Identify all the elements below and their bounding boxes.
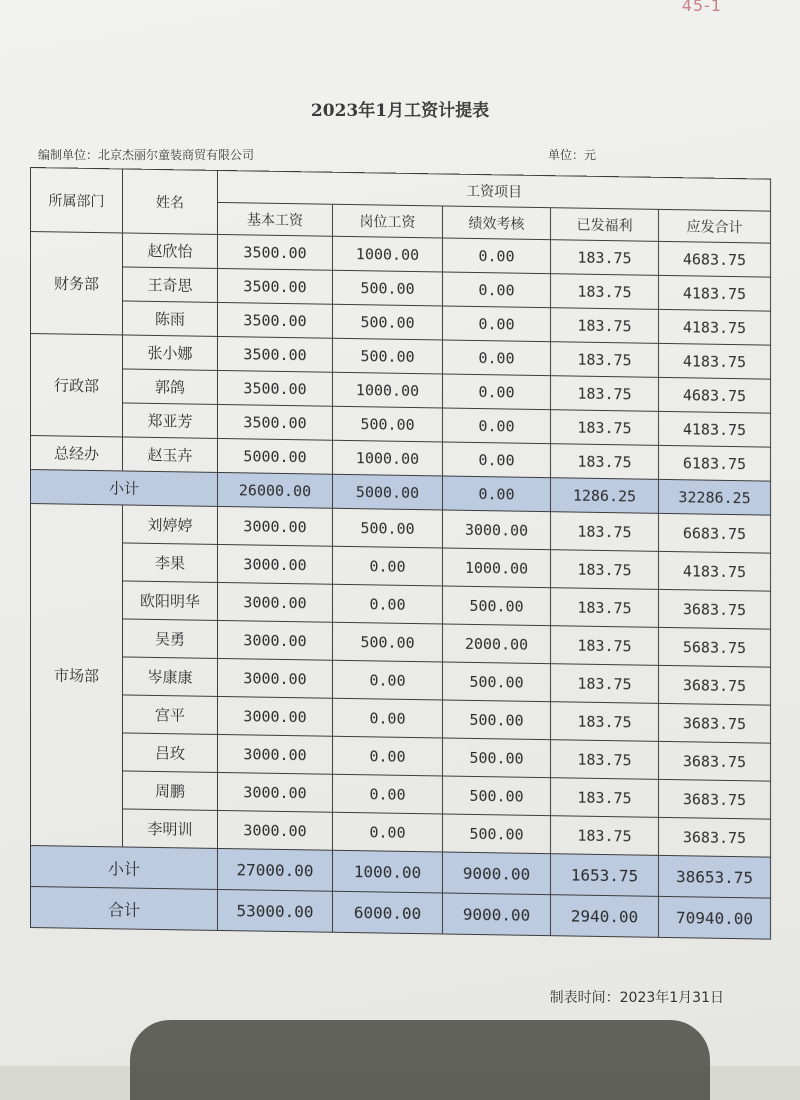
department-cell: 市场部 <box>31 504 123 847</box>
amount-cell: 3000.00 <box>218 544 333 584</box>
amount-cell: 183.75 <box>551 740 659 780</box>
department-cell: 总经办 <box>31 436 123 471</box>
header-welfare: 已发福利 <box>551 208 659 242</box>
subtotal-amount-cell: 1000.00 <box>333 850 443 893</box>
payroll-table-body <box>31 168 771 940</box>
amount-cell: 183.75 <box>551 664 659 704</box>
employee-name-cell: 郑亚芳 <box>123 403 218 438</box>
total-amount-cell: 6000.00 <box>333 891 443 934</box>
document-title: 2023年1月工资计提表 <box>310 101 490 121</box>
amount-cell: 183.75 <box>551 342 659 378</box>
amount-cell: 4183.75 <box>659 411 771 447</box>
subtotal-label: 小计 <box>31 846 218 890</box>
employee-name-cell: 王奇思 <box>123 267 218 302</box>
amount-cell: 500.00 <box>333 622 443 662</box>
total-amount-cell: 2940.00 <box>551 895 659 938</box>
amount-cell: 3683.75 <box>659 779 771 819</box>
amount-cell: 183.75 <box>551 626 659 666</box>
header-basic-salary: 基本工资 <box>218 202 333 236</box>
amount-cell: 0.00 <box>443 306 551 342</box>
employee-name-cell: 陈雨 <box>123 301 218 336</box>
amount-cell: 3683.75 <box>659 589 771 629</box>
unit-label: 单位：元 <box>548 148 597 162</box>
amount-cell: 500.00 <box>443 662 551 702</box>
amount-cell: 0.00 <box>333 698 443 738</box>
header-department: 所属部门 <box>31 168 123 233</box>
amount-cell: 3000.00 <box>218 734 333 774</box>
total-label: 合计 <box>31 887 218 931</box>
amount-cell: 500.00 <box>443 700 551 740</box>
header-total-payable: 应发合计 <box>659 209 771 243</box>
amount-cell: 0.00 <box>333 774 443 814</box>
amount-cell: 0.00 <box>443 374 551 410</box>
subtotal-amount-cell: 38653.75 <box>659 855 771 898</box>
amount-cell: 6683.75 <box>659 513 771 553</box>
employee-name-cell: 吴勇 <box>123 619 218 658</box>
amount-cell: 4683.75 <box>659 241 771 277</box>
subtotal-amount-cell: 1286.25 <box>551 478 659 514</box>
amount-cell: 1000.00 <box>333 236 443 272</box>
employee-name-cell: 吕玫 <box>123 733 218 772</box>
department-cell: 财务部 <box>31 232 123 335</box>
employee-name-cell: 刘婷婷 <box>123 505 218 544</box>
amount-cell: 3683.75 <box>659 817 771 857</box>
subtotal-amount-cell: 1653.75 <box>551 854 659 897</box>
amount-cell: 0.00 <box>333 546 443 586</box>
amount-cell: 3000.00 <box>218 810 333 850</box>
employee-name-cell: 宫平 <box>123 695 218 734</box>
subtotal-amount-cell: 5000.00 <box>333 474 443 510</box>
amount-cell: 3683.75 <box>659 665 771 705</box>
amount-cell: 3683.75 <box>659 741 771 781</box>
subtotal-amount-cell: 26000.00 <box>218 472 333 508</box>
subtotal-label: 小计 <box>31 470 218 507</box>
amount-cell: 5000.00 <box>218 438 333 474</box>
amount-cell: 183.75 <box>551 550 659 590</box>
amount-cell: 6183.75 <box>659 445 771 481</box>
amount-cell: 3500.00 <box>218 302 333 338</box>
payroll-table <box>30 167 771 940</box>
amount-cell: 183.75 <box>551 444 659 480</box>
amount-cell: 183.75 <box>551 376 659 412</box>
amount-cell: 0.00 <box>333 812 443 852</box>
amount-cell: 183.75 <box>551 588 659 628</box>
employee-name-cell: 李明训 <box>123 809 218 848</box>
amount-cell: 0.00 <box>333 736 443 776</box>
amount-cell: 3000.00 <box>218 658 333 698</box>
amount-cell: 183.75 <box>551 702 659 742</box>
amount-cell: 4683.75 <box>659 377 771 413</box>
amount-cell: 183.75 <box>551 240 659 276</box>
amount-cell: 4183.75 <box>659 551 771 591</box>
page-number-mark: 45-1 <box>681 0 722 15</box>
amount-cell: 500.00 <box>443 776 551 816</box>
amount-cell: 0.00 <box>443 272 551 308</box>
amount-cell: 5683.75 <box>659 627 771 667</box>
employee-name-cell: 周鹏 <box>123 771 218 810</box>
header-group: 工资项目 <box>218 170 771 211</box>
amount-cell: 3500.00 <box>218 234 333 270</box>
amount-cell: 183.75 <box>551 512 659 552</box>
amount-cell: 183.75 <box>551 410 659 446</box>
amount-cell: 3500.00 <box>218 404 333 440</box>
amount-cell: 183.75 <box>551 308 659 344</box>
amount-cell: 4183.75 <box>659 309 771 345</box>
subtotal-amount-cell: 9000.00 <box>443 852 551 895</box>
company-label: 编制单位：北京杰丽尔童装商贸有限公司 <box>38 148 255 162</box>
amount-cell: 500.00 <box>333 508 443 548</box>
amount-cell: 0.00 <box>443 408 551 444</box>
employee-name-cell: 张小娜 <box>123 335 218 370</box>
amount-cell: 0.00 <box>333 584 443 624</box>
amount-cell: 500.00 <box>443 738 551 778</box>
amount-cell: 2000.00 <box>443 624 551 664</box>
amount-cell: 183.75 <box>551 816 659 856</box>
subtotal-amount-cell: 27000.00 <box>218 848 333 891</box>
total-amount-cell: 9000.00 <box>443 893 551 936</box>
amount-cell: 500.00 <box>333 270 443 306</box>
department-cell: 行政部 <box>31 334 123 437</box>
amount-cell: 3683.75 <box>659 703 771 743</box>
amount-cell: 3000.00 <box>218 506 333 546</box>
header-performance: 绩效考核 <box>443 206 551 240</box>
amount-cell: 1000.00 <box>333 440 443 476</box>
employee-name-cell: 郭鸽 <box>123 369 218 404</box>
amount-cell: 3500.00 <box>218 370 333 406</box>
amount-cell: 500.00 <box>333 304 443 340</box>
amount-cell: 3000.00 <box>218 772 333 812</box>
amount-cell: 3000.00 <box>218 582 333 622</box>
amount-cell: 4183.75 <box>659 275 771 311</box>
employee-name-cell: 欧阳明华 <box>123 581 218 620</box>
amount-cell: 0.00 <box>443 442 551 478</box>
footer-date: 制表时间：2023年1月31日 <box>549 990 724 1006</box>
amount-cell: 3500.00 <box>218 268 333 304</box>
employee-name-cell: 李果 <box>123 543 218 582</box>
amount-cell: 500.00 <box>333 338 443 374</box>
amount-cell: 183.75 <box>551 274 659 310</box>
amount-cell: 4183.75 <box>659 343 771 379</box>
amount-cell: 500.00 <box>443 586 551 626</box>
photo-shadow <box>130 1020 710 1100</box>
amount-cell: 3000.00 <box>218 696 333 736</box>
total-amount-cell: 53000.00 <box>218 889 333 932</box>
amount-cell: 0.00 <box>333 660 443 700</box>
subtotal-amount-cell: 32286.25 <box>659 479 771 515</box>
header-position-salary: 岗位工资 <box>333 204 443 238</box>
amount-cell: 0.00 <box>443 238 551 274</box>
employee-name-cell: 赵欣怡 <box>123 233 218 268</box>
amount-cell: 3000.00 <box>218 620 333 660</box>
total-amount-cell: 70940.00 <box>659 896 771 939</box>
amount-cell: 3500.00 <box>218 336 333 372</box>
header-name: 姓名 <box>123 169 218 234</box>
amount-cell: 3000.00 <box>443 510 551 550</box>
amount-cell: 500.00 <box>443 814 551 854</box>
employee-name-cell: 赵玉卉 <box>123 437 218 472</box>
employee-name-cell: 岑康康 <box>123 657 218 696</box>
amount-cell: 500.00 <box>333 406 443 442</box>
subtotal-amount-cell: 0.00 <box>443 476 551 512</box>
amount-cell: 0.00 <box>443 340 551 376</box>
amount-cell: 1000.00 <box>333 372 443 408</box>
amount-cell: 1000.00 <box>443 548 551 588</box>
amount-cell: 183.75 <box>551 778 659 818</box>
